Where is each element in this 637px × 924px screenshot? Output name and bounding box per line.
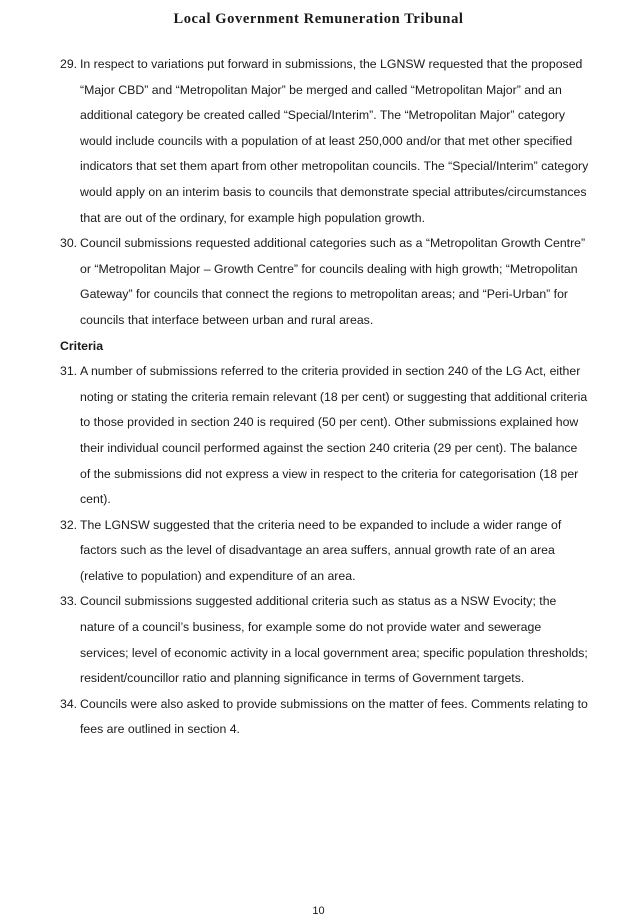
page-header: Local Government Remuneration Tribunal	[173, 11, 464, 27]
paragraph-text: Councils were also asked to provide submissions on the matter of fees. Comments relating to fees are outlined in section 4.	[80, 696, 588, 737]
paragraph-text: In respect to variations put forward in submissions, the LGNSW requested that the proposed “Major CBD” and “Metropolitan Major” be merged and called “Metropolitan Major” and an additional category be created called “Special/Interim”. The “Metropolitan Major” category would include councils with a population of at least 250,000 and/or that met other specified indicators that set them apart from other metropolitan councils. The “Special/Interim” category would apply on an interim basis to councils that demonstrate special attributes/circumstances that are out of the ordinary, for example high population growth.	[80, 57, 589, 225]
paragraph-29	[60, 52, 590, 231]
paragraph-number: 30.	[60, 236, 78, 251]
section-heading-criteria: Criteria	[60, 338, 104, 353]
paragraph-34	[60, 692, 590, 743]
paragraph-number: 31.	[60, 364, 78, 379]
paragraph-33	[60, 589, 590, 691]
paragraph-number: 33.	[60, 594, 78, 609]
paragraph-30	[60, 231, 590, 333]
paragraph-number: 29.	[60, 57, 78, 71]
paragraph-32	[60, 513, 590, 590]
paragraph-text: Council submissions suggested additional criteria such as status as a NSW Evocity; the nature of a council’s business, for example some do not provide water and sewerage services; level of economic activity in a local government area; specific population thresholds; resident/councillor ratio and planning significance in terms of Government targets.	[80, 594, 588, 686]
document-body	[60, 52, 590, 743]
paragraph-31	[60, 359, 590, 513]
paragraph-text: A number of submissions referred to the criteria provided in section 240 of the LG Act, either noting or stating the criteria remain relevant (18 per cent) or suggesting that additional criteria to those provided in section 240 is required (50 per cent). Other submissions explained how their individual council performed against the section 240 criteria (29 per cent). The balance of the submissions did not express a view in respect to the criteria for categorisation (18 per cent).	[80, 364, 588, 507]
page-number: 10	[312, 905, 325, 917]
paragraph-number: 32.	[60, 517, 78, 532]
paragraph-number: 34.	[60, 696, 78, 711]
paragraph-text: The LGNSW suggested that the criteria need to be expanded to include a wider range of factors such as the level of disadvantage an area suffers, annual growth rate of an area (relative to population) and expenditure of an area.	[80, 517, 562, 583]
paragraph-text: Council submissions requested additional categories such as a “Metropolitan Growth Centre” or “Metropolitan Major – Growth Centre” for councils dealing with high growth; “Metropolitan Gateway” for councils that connect the regions to metropolitan areas; and “Peri-Urban” for councils that interface between urban and rural areas.	[80, 236, 586, 327]
